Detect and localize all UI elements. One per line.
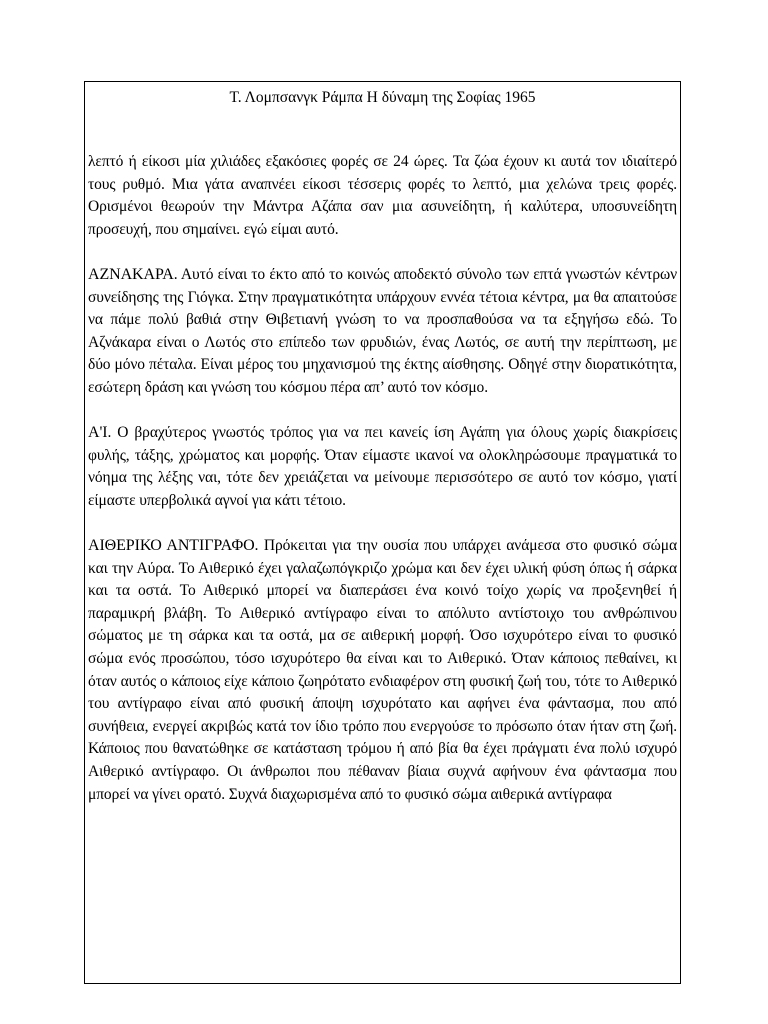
- entry-text: . Αυτό είναι το έκτο από το κοινώς αποδεκτό σύνολο των επτά γνωστών κέντρων συνείδησης της Γιόγκα. Στην πραγματικότητα υπάρχουν εννέα τέτοια κέντρα, μα θα απαιτούσε να πάμε πολύ βαθιά στην Θιβετιανή γνώση το να προσπαθούσα να τα εξηγήσω εδώ. Το Αζνάκαρα είναι ο Λωτός στο επίπεδο των φρυδιών, ένας Λωτός, σε αυτή την περίπτωση, με δύο μόνο πέταλα. Είναι μέρος του μηχανισμού της έκτης αίσθησης. Οδηγέ στην διορατικότητα, εσώτερη δράση και γνώση του κόσμου πέρα απ’ αυτό τον κόσμο.: [88, 265, 677, 396]
- entry-term: Α'Ι: [88, 424, 108, 442]
- entry-text: . Ο βραχύτερος γνωστός τρόπος για να πει κανείς ίση Αγάπη για όλους χωρίς διακρίσεις φυλής, τάξης, χρώματος και μορφής. Όταν είμαστε ικανοί να ολοκληρώσουμε πραγματικά το νόημα της λέξης ναι, τότε δεν χρειάζεται να μείνουμε περισσότερο σε αυτό τον κόσμο, γιατί είμαστε υπερβολικά αγνοί για κάτι τέτοιο.: [88, 424, 677, 509]
- entry-aznakara: [88, 264, 677, 400]
- entry-text: Πρόκειται για την ουσία που υπάρχει ανάμεσα στο φυσικό σώμα και την Αύρα. Το Αιθερικό έχει γαλαζωπόγκριζο χρώμα και δεν έχει υλική φύση όπως ή σάρκα και τα οστά. Το Αιθερικό μπορεί να διαπεράσει ένα κοινό τοίχο χωρίς να προξενηθεί ή παραμικρή βλάβη. Το Αιθερικό αντίγραφο είναι το απόλυτο αντίστοιχο του ανθρώπινου σώματος με τη σάρκα και τα οστά, μα σε αιθερική μορφή. Όσο ισχυρότερο είναι το φυσικό σώμα ενός προσώπου, τόσο ισχυρότερο θα είναι και το Αιθερικό. Όταν κάποιος πεθαίνει, κι όταν αυτός ο κάποιος είχε κάποιο ζωηρότατο ενδιαφέρον στη φυσική ζωή του, τότε το Αιθερικό του αντίγραφο είναι από φυσική άποψη ισχυρότατο και αφήνει ένα φάντασμα, που από συνήθεια, ενεργεί ακριβώς κατά τον ίδιο τρόπο που ενεργούσε το πρόσωπο όταν ήταν στη ζωή. Κάποιος που θανατώθηκε σε κατάσταση τρόμου ή από βία θα έχει πράγματι ένα πολύ ισχυρό Αιθερικό αντίγραφο. Οι άνθρωποι που πέθαναν βίαια συχνά αφήνουν ένα φάντασμα που μπορεί να γίνει ορατό. Συχνά διαχωρισμένα από το φυσικό σώμα αιθερικά αντίγραφα: [88, 537, 678, 803]
- entry-etheric-double: [88, 535, 677, 806]
- document-page: [84, 81, 681, 984]
- document-title: Τ. Λομπσανγκ Ράμπα Η δύναμη της Σοφίας 1965: [229, 89, 536, 106]
- entry-term: ΑΖΝΑΚΑΡΑ: [88, 265, 174, 283]
- entry-ai: [88, 422, 677, 512]
- paragraph-text: λεπτό ή είκοσι μία χιλιάδες εξακόσιες φορές σε 24 ώρες. Τα ζώα έχουν κι αυτά τον ιδιαίτερό τους ρυθμό. Μια γάτα αναπνέει είκοσι τέσσερις φορές το λεπτό, μια χελώνα τρεις φορές. Ορισμένοι θεωρούν την Μάντρα Αζάπα σαν μια ασυνείδητη, ή καλύτερα, υποσυνείδητη προσευχή, που σημαίνει. εγώ είμαι αυτό.: [88, 153, 677, 238]
- paragraph-breath-rhythm: [88, 151, 677, 241]
- entry-term: ΑΙΘΕΡΙΚΟ ΑΝΤΙΓΡΑΦΟ.: [88, 537, 259, 555]
